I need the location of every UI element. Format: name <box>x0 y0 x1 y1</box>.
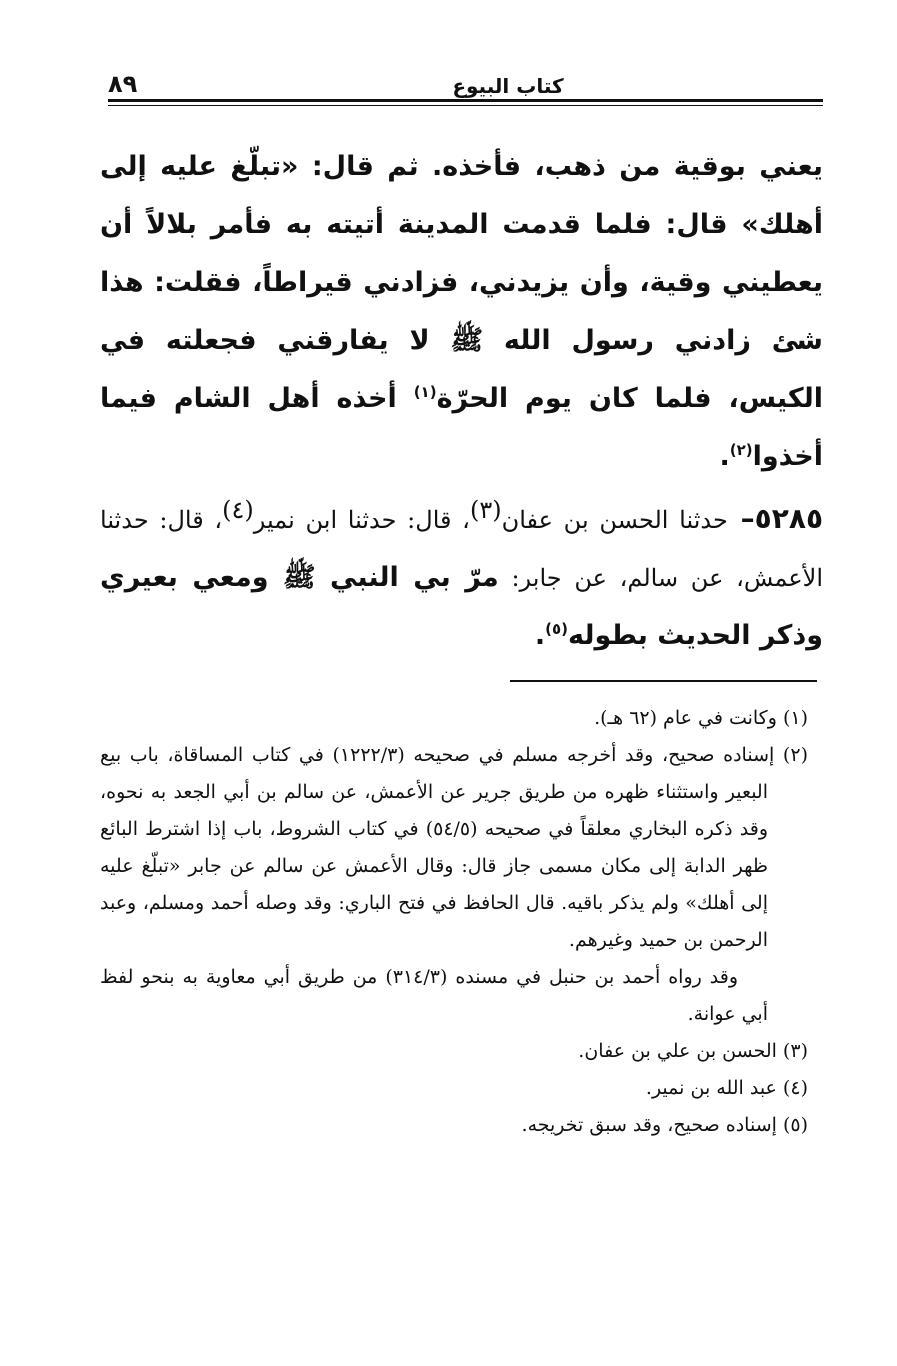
header-rule-thin <box>108 105 823 106</box>
matn-text: مرّ بي النبي ﷺ ومعي بعيري وذكر الحديث بطوله <box>100 562 823 651</box>
isnad-text: ، قال: حدثنا الأعمش، عن سالم، عن جابر: <box>100 506 823 592</box>
isnad-text: ، قال: حدثنا ابن نمير <box>253 506 470 534</box>
footnote-ref-5: (٥) <box>545 620 569 638</box>
paragraph-hadith-continuation <box>100 138 823 486</box>
footnote-ref-2: (٢) <box>729 441 753 459</box>
page-number: ٨٩ <box>108 70 138 98</box>
footnote-2: (٢) إسناده صحيح، وقد أخرجه مسلم في صحيحه (١٢٢٢/٣) في كتاب المساقاة، باب بيع البعير واستثناء ظهره من طريق جرير عن الأعمش، عن سالم بن أبي الجعد به نحوه، وقد ذكره البخاري معلقاً في صحيحه (٥٤/٥) في كتاب الشروط، باب إذا اشترط البائع ظهر الدابة إلى مكان مسمى جاز قال: وقال الأعمش عن سالم عن جابر «تبلّغ عليه إلى أهلك» ولم يذكر باقيه. قال الحافظ في فتح الباري: وقد وصله أحمد ومسلم، وعبد الرحمن بن حميد وغيرهم. <box>100 744 808 951</box>
hadith-number: ٥٢٨٥ <box>754 502 824 535</box>
paragraph-hadith-5285 <box>100 490 823 665</box>
main-text <box>100 138 823 665</box>
footnote-ref-4: (٤) <box>222 496 254 524</box>
page-header <box>108 64 823 104</box>
period: . <box>719 441 730 472</box>
footnote-3: (٣) الحسن بن علي بن عفان. <box>578 1040 808 1062</box>
isnad-text: حدثنا الحسن بن عفان <box>501 506 728 534</box>
footnote-ref-3: (٣) <box>469 496 502 524</box>
footnotes <box>100 700 808 1144</box>
footnote-separator <box>510 680 817 682</box>
period: . <box>534 620 546 651</box>
footnote-2-continuation: وقد رواه أحمد بن حنبل في مسنده (٣١٤/٣) من طريق أبي معاوية به بنحو لفظ أبي عوانة. <box>100 966 768 1025</box>
header-rule-thick <box>108 99 823 102</box>
hadith-text: يعني بوقية من ذهب، فأخذه. ثم قال: «تبلّغ عليه إلى أهلك» قال: فلما قدمت المدينة أتيته به فأمر بلالاً أن يعطيني وقية، وأن يزيدني، فزادني قيراطاً، فقلت: هذا شئ زادني رسول الله ﷺ لا يفارقني فجعلته في الكيس، فلما كان يوم الحرّة <box>100 151 823 414</box>
hadith-dash: – <box>727 502 755 535</box>
footnote-5: (٥) إسناده صحيح، وقد سبق تخريجه. <box>521 1114 808 1136</box>
footnote-ref-1: (١) <box>413 383 437 401</box>
footnote-4: (٤) عبد الله بن نمير. <box>645 1077 808 1099</box>
running-title: كتاب البيوع <box>452 74 564 98</box>
footnote-1: (١) وكانت في عام (٦٢ هـ). <box>594 707 808 729</box>
hadith-text: أخذه أهل الشام فيما أخذوا <box>100 383 823 472</box>
